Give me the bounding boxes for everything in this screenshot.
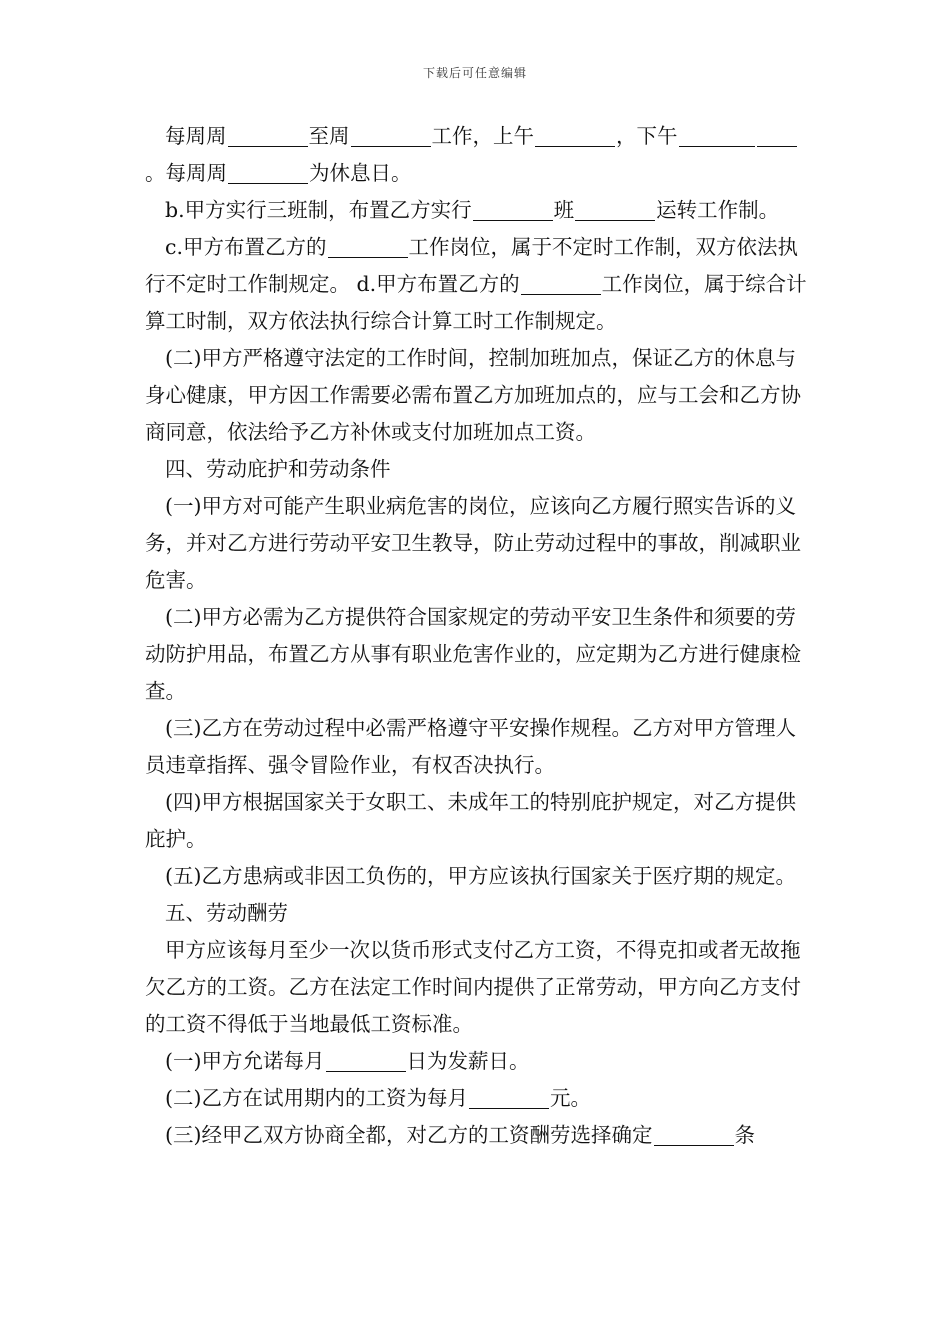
text: 每周周	[165, 124, 227, 148]
text: 至周	[308, 124, 350, 148]
paragraph-payday	[145, 1043, 813, 1080]
paragraph-occupational-hazard: (一)甲方对可能产生职业病危害的岗位，应该向乙方履行照实告诉的义务，并对乙方进行劳动平安卫生教导，防止劳动过程中的事故，削减职业危害。	[145, 494, 801, 592]
text: 班	[553, 198, 575, 222]
blank-field[interactable]	[654, 1125, 734, 1146]
text: 日为发薪日。	[406, 1049, 530, 1073]
text: b.甲方实行三班制，布置乙方实行	[165, 198, 472, 222]
document-body	[145, 118, 813, 1154]
text: (一)甲方允诺每月	[165, 1049, 325, 1073]
blank-field[interactable]	[228, 163, 308, 184]
paragraph-overtime: (二)甲方严格遵守法定的工作时间，控制加班加点，保证乙方的休息与身心健康，甲方因工作需要必需布置乙方加班加点的，应与工会和乙方协商同意，依法给予乙方补休或支付加班加点工资。	[145, 346, 801, 444]
blank-field[interactable]	[757, 126, 797, 147]
paragraph-work-schedule	[145, 118, 813, 192]
paragraph-flexible-hours	[145, 229, 813, 340]
blank-field[interactable]	[535, 126, 615, 147]
paragraph-safety-conditions: (二)甲方必需为乙方提供符合国家规定的劳动平安卫生条件和须要的劳动防护用品，布置乙方从事有职业危害作业的，应定期为乙方进行健康检查。	[145, 605, 801, 703]
blank-field[interactable]	[469, 1088, 549, 1109]
paragraph-medical-period: (五)乙方患病或非因工负伤的，甲方应该执行国家关于医疗期的规定。	[165, 864, 796, 888]
page-header: 下载后可任意编辑	[422, 66, 527, 80]
blank-field[interactable]	[679, 126, 755, 147]
paragraph-wage-payment: 甲方应该每月至少一次以货币形式支付乙方工资，不得克扣或者无故拖欠乙方的工资。乙方在法定工作时间内提供了正常劳动，甲方向乙方支付的工资不得低于当地最低工资标准。	[145, 938, 801, 1036]
text: 元。	[550, 1086, 591, 1110]
paragraph-probation-wage	[145, 1080, 813, 1117]
paragraph-three-shift	[145, 192, 813, 229]
blank-field[interactable]	[575, 200, 655, 221]
text: 。每周周	[145, 161, 227, 185]
text: c.甲方布置乙方的	[165, 235, 327, 259]
paragraph-wage-option	[145, 1117, 813, 1154]
section-heading-labor-protection: 四、劳动庇护和劳动条件	[165, 457, 391, 481]
text: 为休息日。	[309, 161, 412, 185]
blank-field[interactable]	[326, 1051, 406, 1072]
text: 条	[734, 1123, 755, 1147]
blank-field[interactable]	[473, 200, 553, 221]
text: (三)经甲乙双方协商全都，对乙方的工资酬劳选择确定	[165, 1123, 653, 1147]
text: 运转工作制。	[656, 198, 780, 222]
text: ，下午	[616, 124, 678, 148]
text: 工作岗位，属于不定时工作制，双方依法执行不定时工作制规定。 d.甲方布置乙方的	[145, 235, 798, 296]
section-heading-remuneration: 五、劳动酬劳	[165, 901, 288, 925]
text: (二)乙方在试用期内的工资为每月	[165, 1086, 468, 1110]
paragraph-safety-rules: (三)乙方在劳动过程中必需严格遵守平安操作规程。乙方对甲方管理人员违章指挥、强令冒险作业，有权否决执行。	[145, 716, 796, 777]
paragraph-special-protection: (四)甲方根据国家关于女职工、未成年工的特别庇护规定，对乙方提供庇护。	[145, 790, 796, 851]
blank-field[interactable]	[521, 274, 601, 295]
blank-field[interactable]	[228, 126, 308, 147]
text: 工作岗位，属于综合计算工时制，双方依法执行综合计算工时工作制规定。	[145, 272, 807, 333]
text: 工作，上午	[431, 124, 534, 148]
blank-field[interactable]	[351, 126, 431, 147]
blank-field[interactable]	[328, 237, 408, 258]
